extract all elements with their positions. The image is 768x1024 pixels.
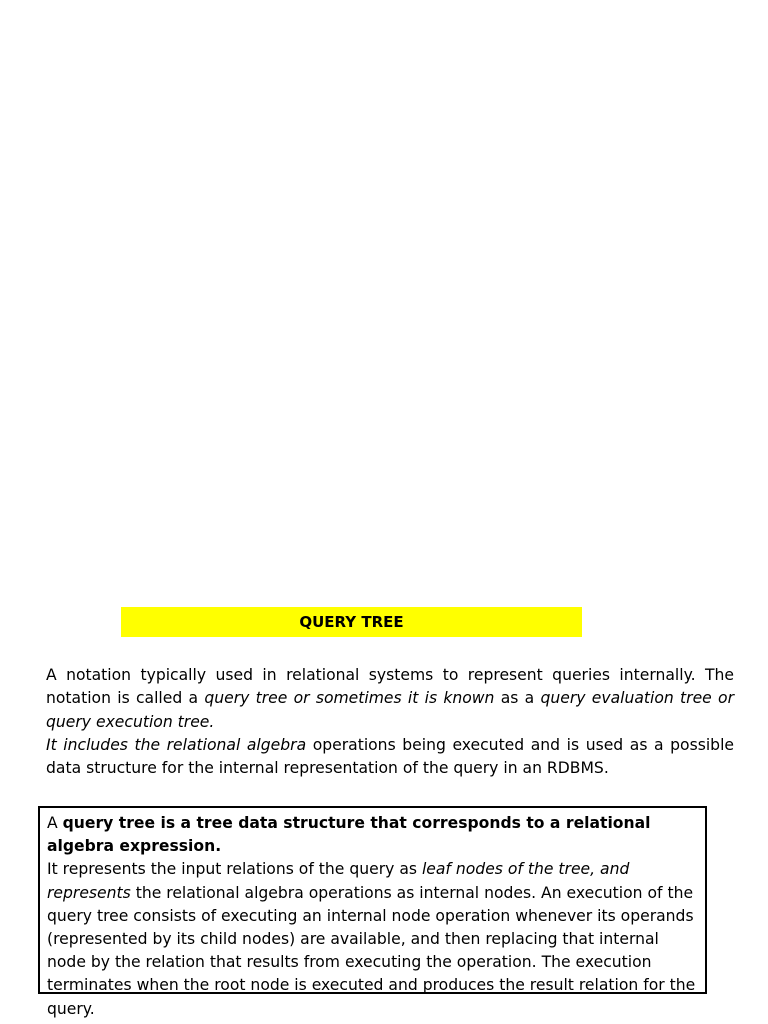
intro-paragraph-2 [46,734,734,781]
definition-p1-text-1: A [47,814,63,832]
intro-paragraph-1 [46,664,734,734]
intro-p1-text-1: A notation typically used in relational systems to represent queries internally. The notation is called a [46,666,734,708]
intro-p1-italic-1: query tree or sometimes it is known [204,689,495,708]
intro-p1-italic-2: query evaluation tree or query execution tree. [46,689,734,731]
definition-p2-italic-1: leaf nodes of the tree, and represents [47,860,630,902]
intro-section [46,664,734,780]
intro-p2-text-1: operations being executed and is used as a possible data structure for the internal representation of the query in an RDBMS. [46,735,734,778]
definition-p1-bold-1: query tree is a tree data structure that corresponds to a relational algebra expression. [47,814,651,856]
intro-p2-italic-1: It includes the relational algebra [46,735,307,754]
intro-p1-text-2: as a [494,689,541,708]
definition-paragraph-1 [47,812,697,858]
definition-box [38,806,707,1018]
definition-paragraph-2 [47,858,697,1020]
page-title [121,607,582,637]
definition-p2-text-1: It represents the input relations of the query as [47,860,422,879]
page-title-text: QUERY TREE [299,613,404,631]
definition-p2-text-2: the relational algebra operations as internal nodes. An execution of the query tree consists of executing an internal node operation whenever its operands (represented by its child nodes) are available, and then replacing that internal node by the relation that results from executing the operation. The execution terminates when the root node is executed and produces the result relation for the query. [47,883,696,1018]
